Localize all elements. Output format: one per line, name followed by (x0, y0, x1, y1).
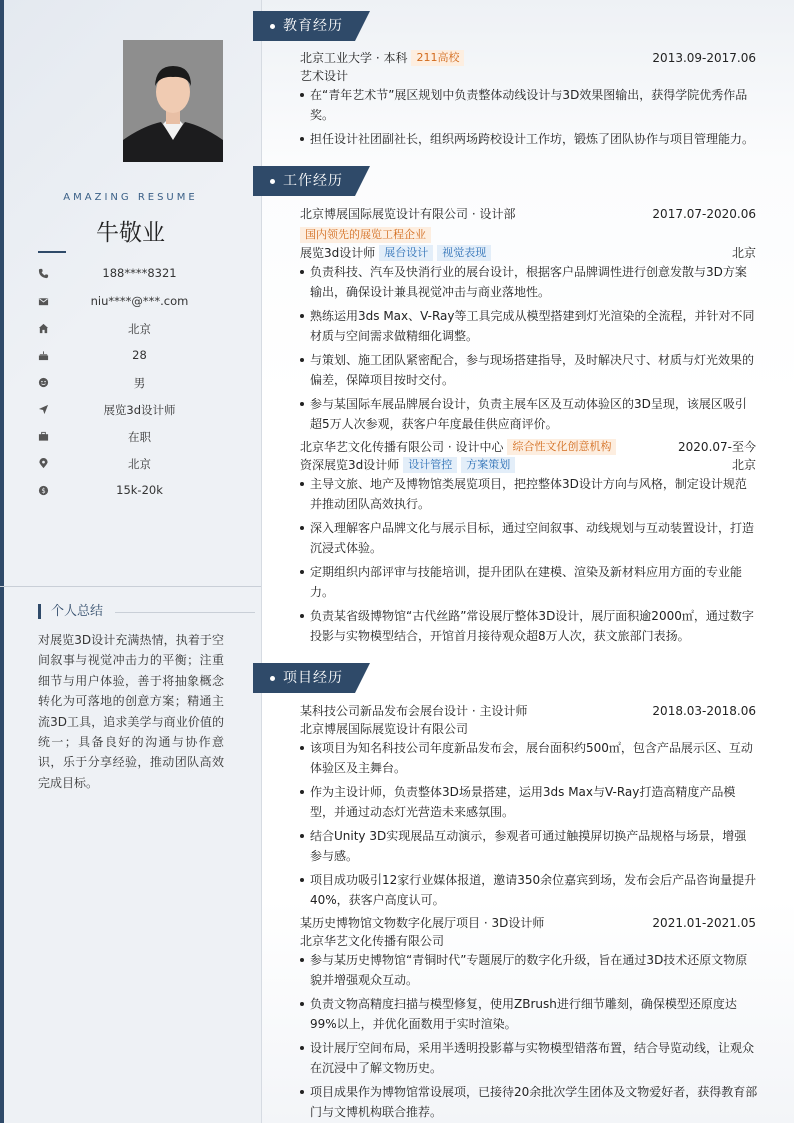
job-bullet: 定期组织内部评审与技能培训，提升团队在建模、渲染及新材料应用方面的专业能力。 (300, 562, 758, 603)
candidate-name: 牛敬业 (96, 220, 165, 246)
project-date: 2021.01-2021.05 (652, 916, 756, 930)
job-header-row (300, 206, 756, 222)
job-bullet: 参与某国际车展品牌展台设计，负责主展车区及互动体验区的3D呈现，该展区吸引超5万人次参观，获客户年度最佳供应商评价。 (300, 394, 758, 435)
job-role: 展览3d设计师 (300, 246, 376, 260)
status-value: 在职 (128, 430, 151, 444)
info-residence (38, 321, 228, 339)
education-bullet: 担任设计社团副社长，组织两场跨校设计工作坊，锻炼了团队协作与项目管理能力。 (300, 129, 758, 149)
job-header-row (300, 439, 756, 455)
info-phone (38, 266, 228, 284)
project-bullet: 项目成果作为博物馆常设展项，已接待20余批次学生团体及文物爱好者，获得教育部门与文博机构联合推荐。 (300, 1082, 758, 1123)
job-bullet: 熟练运用3ds Max、V-Ray等工具完成从模型搭建到灯光渲染的全流程，并针对不同材质与空间需求做精细化调整。 (300, 306, 758, 347)
project-bullet: 作为主设计师，负责整体3D场景搭建，运用3ds Max与V-Ray打造高精度产品模型，并通过动态灯光营造未来感氛围。 (300, 782, 758, 823)
job-role-row (300, 245, 756, 261)
section-dot (270, 179, 275, 184)
project-bullet: 设计展厅空间布局，采用半透明投影幕与实物模型错落布置，结合导览动线，让观众在沉浸中了解文物历史。 (300, 1038, 758, 1079)
info-location (38, 456, 228, 474)
resume-subtitle: AMAZING RESUME (63, 192, 198, 203)
project-org: 北京博展国际展览设计有限公司 (300, 722, 469, 736)
sidebar-accent-bar (0, 0, 4, 1123)
project-org: 北京华艺文化传播有限公司 (300, 934, 445, 948)
job-date: 2020.07-至今 (678, 440, 756, 454)
summary-heading-rule (115, 612, 255, 613)
info-status (38, 429, 228, 447)
project-date: 2018.03-2018.06 (652, 704, 756, 718)
project-bullet: 参与某历史博物馆“青铜时代”专题展厅的数字化升级，旨在通过3D技术还原文物原貌并增强观众互动。 (300, 950, 758, 991)
job-tag: 设计管控 (403, 457, 457, 473)
project-header-row (300, 703, 756, 719)
education-school: 北京工业大学 · 本科 (300, 51, 408, 65)
sidebar (0, 0, 262, 1123)
position-value: 展览3d设计师 (103, 403, 176, 417)
job-role: 资深展览3d设计师 (300, 458, 400, 472)
education-date: 2013.09-2017.06 (652, 51, 756, 65)
job-company: 北京华艺文化传播有限公司 · 设计中心 (300, 440, 504, 454)
location-value: 北京 (128, 457, 151, 471)
project-bullet: 结合Unity 3D实现展品互动演示，参观者可通过触摸屏切换产品规格与场景，增强参与感。 (300, 826, 758, 867)
section-projects-header (253, 663, 370, 693)
job-city: 北京 (731, 246, 756, 260)
summary-text: 对展览3D设计充满热情，执着于空间叙事与视觉冲击力的平衡；注重细节与用户体验，善于将抽象概念转化为可落地的创意方案；精通主流3D工具，追求美学与商业价值的统一；具备良好的沟通与协作意识，乐于分享经验，推动团队高效完成目标。 (38, 633, 224, 790)
job-company-badge: 国内领先的展览工程企业 (300, 227, 431, 243)
project-name: 某历史博物馆文物数字化展厅项目 · 3D设计师 (300, 916, 545, 930)
job-tag: 展台设计 (379, 245, 433, 261)
salary-value: 15k-20k (116, 483, 163, 497)
section-title: 教育经历 (283, 18, 343, 34)
section-title: 工作经历 (283, 173, 343, 189)
education-bullet: 在“青年艺术节”展区规划中负责整体动线设计与3D效果图输出，获得学院优秀作品奖。 (300, 85, 758, 126)
project-name: 某科技公司新品发布会展台设计 · 主设计师 (300, 704, 528, 718)
job-tag: 方案策划 (461, 457, 515, 473)
job-city: 北京 (731, 458, 756, 472)
education-major: 艺术设计 (300, 69, 349, 83)
section-dot (270, 24, 275, 29)
project-bullet: 负责文物高精度扫描与模型修复，使用ZBrush进行细节雕刻，确保模型还原度达99%以上，并优化面数用于实时渲染。 (300, 994, 758, 1035)
section-work-header (253, 166, 370, 196)
phone-value: 188****8321 (102, 266, 177, 280)
job-bullet: 负责某省级博物馆“古代丝路”常设展厅整体3D设计，展厅面积逾2000㎡，通过数字投影与实物模型结合，开馆首月接待观众超8万人次，获文旅部门表扬。 (300, 606, 758, 647)
summary-heading: 个人总结 (38, 604, 103, 619)
job-company-badge-row (300, 227, 756, 243)
info-salary (38, 483, 228, 501)
job-bullet: 负责科技、汽车及快消行业的展台设计，根据客户品牌调性进行创意发散与3D方案输出，确保设计兼具视觉冲击与商业落地性。 (300, 262, 758, 303)
project-header-row (300, 915, 756, 931)
gender-value: 男 (133, 376, 146, 390)
info-position (38, 402, 228, 420)
job-date: 2017.07-2020.06 (652, 207, 756, 221)
info-age (38, 348, 228, 366)
section-education-header (253, 11, 370, 41)
avatar (123, 40, 223, 162)
education-badge: 211高校 (411, 50, 464, 66)
job-company-badge: 综合性文化创意机构 (507, 439, 616, 455)
svg-text:$: $ (41, 486, 46, 495)
job-bullet: 主导文旅、地产及博物馆类展览项目，把控整体3D设计方向与风格，制定设计规范并推动团队高效执行。 (300, 474, 758, 515)
project-bullet: 项目成功吸引12家行业媒体报道，邀请350余位嘉宾到场，发布会后产品咨询量提升40%，获客户高度认可。 (300, 870, 758, 911)
project-bullet: 该项目为知名科技公司年度新品发布会，展台面积约500㎡，包含产品展示区、互动体验区及主舞台。 (300, 738, 758, 779)
education-header-row (300, 50, 756, 66)
info-gender (38, 375, 228, 393)
name-underline (38, 251, 66, 253)
email-value: niu****@***.com (90, 294, 189, 308)
sidebar-divider (0, 586, 261, 587)
job-bullet: 与策划、施工团队紧密配合，参与现场搭建指导，及时解决尺寸、材质与灯光效果的偏差，保障项目按时交付。 (300, 350, 758, 391)
section-dot (270, 676, 275, 681)
residence-value: 北京 (128, 322, 151, 336)
section-title: 项目经历 (283, 670, 343, 686)
job-tag: 视觉表现 (437, 245, 491, 261)
age-value: 28 (132, 348, 147, 362)
job-company: 北京博展国际展览设计有限公司 · 设计部 (300, 207, 516, 221)
job-role-row (300, 457, 756, 473)
job-bullet: 深入理解客户品牌文化与展示目标，通过空间叙事、动线规划与互动装置设计，打造沉浸式体验。 (300, 518, 758, 559)
info-email (38, 294, 228, 312)
